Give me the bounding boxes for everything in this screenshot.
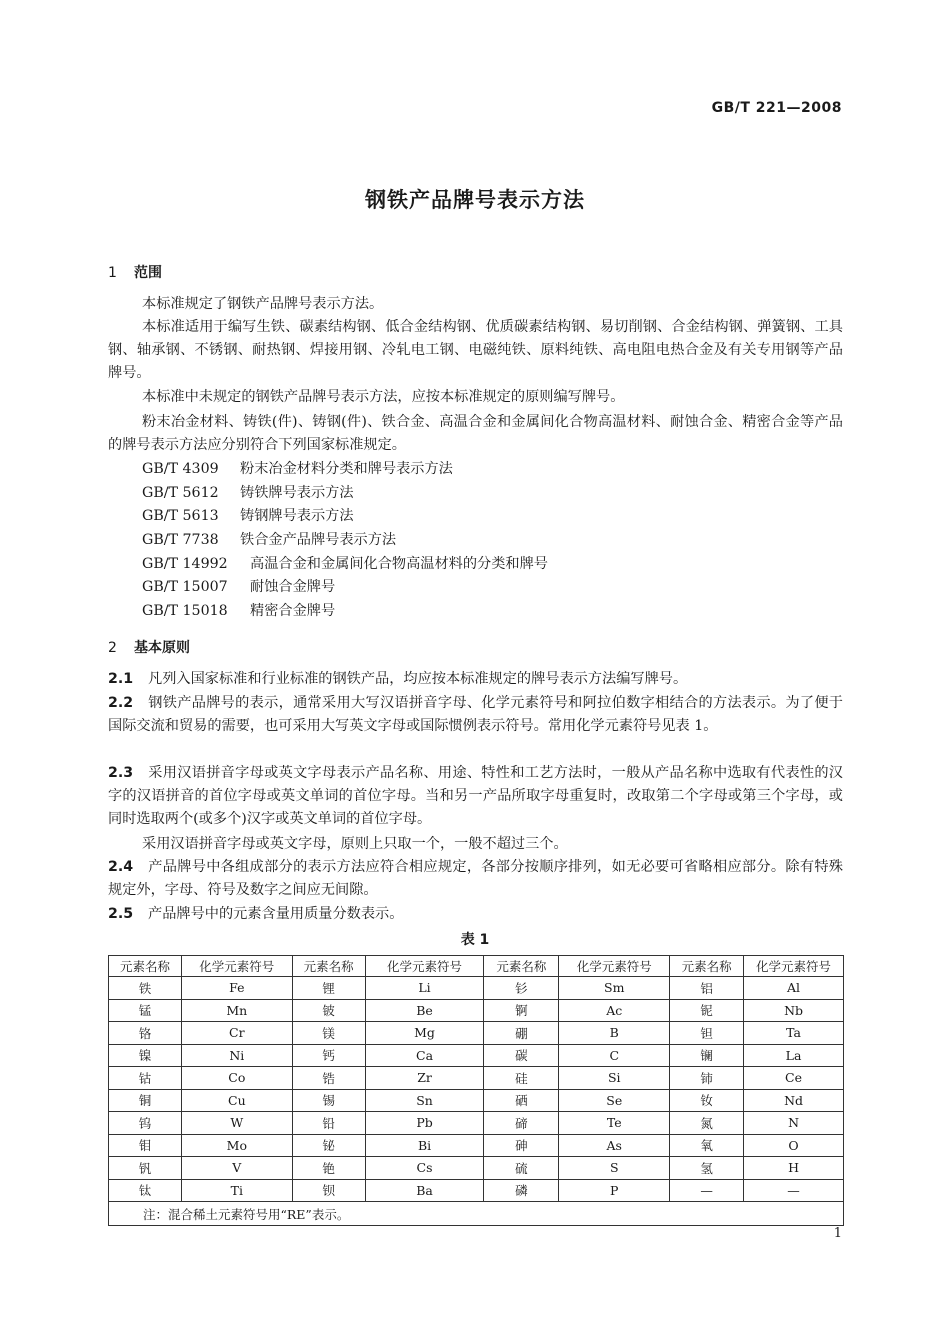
element-symbol-cell: Mg [365,1022,484,1045]
element-name-cell: 磷 [484,1179,559,1202]
element-name-cell: 碲 [484,1112,559,1135]
table-row [109,1112,844,1135]
table-note-row [109,1202,844,1226]
element-symbol-table [108,955,844,1226]
element-symbol-cell: Cr [181,1022,292,1045]
section-1-para-4: 粉末冶金材料、铸铁(件)、铸钢(件)、铁合金、高温合金和金属间化合物高温材料、耐蚀合金、精密合金等产品的牌号表示方法应分别符合下列国家标准规定。 [108,414,843,454]
reference-code: GB/T 14992 [142,556,228,572]
element-name-cell: 铜 [109,1089,182,1112]
element-name-cell: 锆 [292,1067,365,1090]
element-name-cell: 镁 [292,1022,365,1045]
reference-item [142,458,453,481]
element-symbol-cell: Nb [744,999,844,1022]
section-1-number: 1 [108,265,117,281]
element-name-cell: 锂 [292,977,365,1000]
clause-number: 2.4 [108,859,134,875]
section-2-title: 基本原则 [134,640,190,656]
element-name-cell: 氮 [670,1112,744,1135]
element-name-cell: 钡 [292,1179,365,1202]
reference-code: GB/T 5613 [142,508,219,524]
element-name-cell: 铅 [292,1112,365,1135]
element-symbol-cell: Bi [365,1134,484,1157]
header-element-symbol: 化学元素符号 [181,956,292,977]
element-name-cell: 锡 [292,1089,365,1112]
element-name-cell: 镍 [109,1044,182,1067]
reference-item [142,529,396,552]
element-symbol-cell: Fe [181,977,292,1000]
element-symbol-cell: Cu [181,1089,292,1112]
clause-2-3-continuation: 采用汉语拼音字母或英文字母，原则上只取一个，一般不超过三个。 [142,836,568,852]
header-element-symbol: 化学元素符号 [744,956,844,977]
reference-code: GB/T 15018 [142,603,228,619]
clause-text: 凡列入国家标准和行业标准的钢铁产品，均应按本标准规定的牌号表示方法编写牌号。 [148,671,688,687]
element-name-cell: 锕 [484,999,559,1022]
clause-number: 2.3 [108,765,134,781]
element-symbol-cell: Co [181,1067,292,1090]
table-header-row [109,956,844,977]
reference-item [142,482,354,505]
element-symbol-cell: Be [365,999,484,1022]
element-name-cell: 铁 [109,977,182,1000]
element-symbol-cell: — [744,1179,844,1202]
element-name-cell: 镧 [670,1044,744,1067]
reference-code: GB/T 5612 [142,485,219,501]
element-symbol-cell: Nd [744,1089,844,1112]
element-name-cell: 铯 [292,1157,365,1180]
standard-code: GB/T 221—2008 [711,100,842,116]
element-name-cell: 硒 [484,1089,559,1112]
reference-title: 铸铁牌号表示方法 [240,485,354,501]
element-symbol-cell: Zr [365,1067,484,1090]
clause-2-4 [108,856,843,902]
element-symbol-cell: Ti [181,1179,292,1202]
element-symbol-cell: Mo [181,1134,292,1157]
element-name-cell: 铍 [292,999,365,1022]
element-name-cell: 铌 [670,999,744,1022]
element-name-cell: 氧 [670,1134,744,1157]
element-name-cell: 钼 [109,1134,182,1157]
element-symbol-cell: Ac [559,999,670,1022]
element-name-cell: 碳 [484,1044,559,1067]
table-row [109,977,844,1000]
element-name-cell: 钙 [292,1044,365,1067]
clause-2-1 [108,668,843,691]
element-symbol-cell: V [181,1157,292,1180]
clause-number: 2.5 [108,906,134,922]
clause-2-2 [108,692,843,738]
clause-number: 2.2 [108,695,134,711]
element-name-cell: 硼 [484,1022,559,1045]
element-name-cell: 锰 [109,999,182,1022]
element-symbol-cell: Ca [365,1044,484,1067]
reference-title: 耐蚀合金牌号 [250,579,336,595]
section-1-para-1: 本标准规定了钢铁产品牌号表示方法。 [142,296,384,312]
element-symbol-cell: Al [744,977,844,1000]
element-symbol-cell: La [744,1044,844,1067]
reference-item [142,553,548,576]
section-1-para-3: 本标准中未规定的钢铁产品牌号表示方法，应按本标准规定的原则编写牌号。 [142,389,625,405]
table-row [109,1067,844,1090]
element-name-cell: 钐 [484,977,559,1000]
element-name-cell: 钛 [109,1179,182,1202]
element-name-cell: 铝 [670,977,744,1000]
reference-code: GB/T 15007 [142,579,228,595]
element-name-cell: 铈 [670,1067,744,1090]
element-symbol-cell: Ba [365,1179,484,1202]
element-symbol-cell: Li [365,977,484,1000]
element-symbol-cell: Ni [181,1044,292,1067]
element-name-cell: 钨 [109,1112,182,1135]
element-symbol-cell: N [744,1112,844,1135]
element-symbol-cell: B [559,1022,670,1045]
element-name-cell: 钴 [109,1067,182,1090]
table-note: 注：混合稀土元素符号用“RE”表示。 [109,1202,844,1226]
element-symbol-cell: Sm [559,977,670,1000]
reference-item [142,505,354,528]
document-title: 钢铁产品牌号表示方法 [365,188,585,212]
reference-code: GB/T 7738 [142,532,219,548]
element-symbol-cell: Pb [365,1112,484,1135]
element-name-cell: 铬 [109,1022,182,1045]
header-element-name: 元素名称 [109,956,182,977]
reference-title: 精密合金牌号 [250,603,336,619]
header-element-name: 元素名称 [484,956,559,977]
section-1-heading [108,262,162,282]
table-row [109,1044,844,1067]
element-name-cell: 钕 [670,1089,744,1112]
reference-item [142,600,335,623]
table-row [109,1179,844,1202]
page-number: 1 [833,1226,842,1241]
table-row [109,1089,844,1112]
reference-title: 铁合金产品牌号表示方法 [240,532,397,548]
clause-number: 2.1 [108,671,134,687]
element-symbol-cell: Mn [181,999,292,1022]
element-symbol-cell: Si [559,1067,670,1090]
element-name-cell: 氢 [670,1157,744,1180]
element-symbol-cell: C [559,1044,670,1067]
element-symbol-cell: S [559,1157,670,1180]
element-symbol-cell: H [744,1157,844,1180]
element-symbol-cell: P [559,1179,670,1202]
reference-title: 粉末冶金材料分类和牌号表示方法 [240,461,453,477]
table-row [109,1022,844,1045]
element-name-cell: 钽 [670,1022,744,1045]
table-row [109,1134,844,1157]
clause-text: 钢铁产品牌号的表示，通常采用大写汉语拼音字母、化学元素符号和阿拉伯数字相结合的方法表示。为了便于国际交流和贸易的需要，也可采用大写英文字母或国际惯例表示符号。常用化学元素符号见表 1。 [108,695,843,735]
element-symbol-cell: As [559,1134,670,1157]
clause-text: 采用汉语拼音字母或英文字母表示产品名称、用途、特性和工艺方法时，一般从产品名称中选取有代表性的汉字的汉语拼音的首位字母或英文单词的首位字母。当和另一产品所取字母重复时，改取第二个字母或第三个字母，或同时选取两个(或多个)汉字或英文单词的首位字母。 [108,765,843,828]
clause-text: 产品牌号中各组成部分的表示方法应符合相应规定，各部分按顺序排列，如无必要可省略相应部分。除有特殊规定外，字母、符号及数字之间应无间隙。 [108,859,843,899]
element-symbol-cell: Se [559,1089,670,1112]
element-name-cell: 砷 [484,1134,559,1157]
clause-2-3 [108,762,843,832]
clause-text: 产品牌号中的元素含量用质量分数表示。 [148,906,404,922]
header-element-name: 元素名称 [670,956,744,977]
header-element-symbol: 化学元素符号 [559,956,670,977]
element-name-cell: — [670,1179,744,1202]
section-1-title: 范围 [134,265,162,281]
table-caption: 表 1 [460,932,490,948]
reference-code: GB/T 4309 [142,461,219,477]
element-symbol-cell: W [181,1112,292,1135]
clause-2-5 [108,903,843,926]
reference-title: 高温合金和金属间化合物高温材料的分类和牌号 [250,556,548,572]
element-name-cell: 钒 [109,1157,182,1180]
table-row [109,999,844,1022]
table-row [109,1157,844,1180]
element-name-cell: 铋 [292,1134,365,1157]
section-2-heading [108,637,190,657]
element-name-cell: 硅 [484,1067,559,1090]
element-symbol-cell: Ta [744,1022,844,1045]
element-symbol-cell: Ce [744,1067,844,1090]
section-2-number: 2 [108,640,117,656]
header-element-name: 元素名称 [292,956,365,977]
element-symbol-cell: Cs [365,1157,484,1180]
reference-item [142,576,335,599]
header-element-symbol: 化学元素符号 [365,956,484,977]
reference-title: 铸钢牌号表示方法 [240,508,354,524]
element-symbol-cell: Sn [365,1089,484,1112]
section-1-para-2: 本标准适用于编写生铁、碳素结构钢、低合金结构钢、优质碳素结构钢、易切削钢、合金结构钢、弹簧钢、工具钢、轴承钢、不锈钢、耐热钢、焊接用钢、冷轧电工钢、电磁纯铁、原料纯铁、高电阻电热合金及有关专用钢等产品牌号。 [108,319,843,382]
element-symbol-cell: Te [559,1112,670,1135]
element-symbol-cell: O [744,1134,844,1157]
element-name-cell: 硫 [484,1157,559,1180]
